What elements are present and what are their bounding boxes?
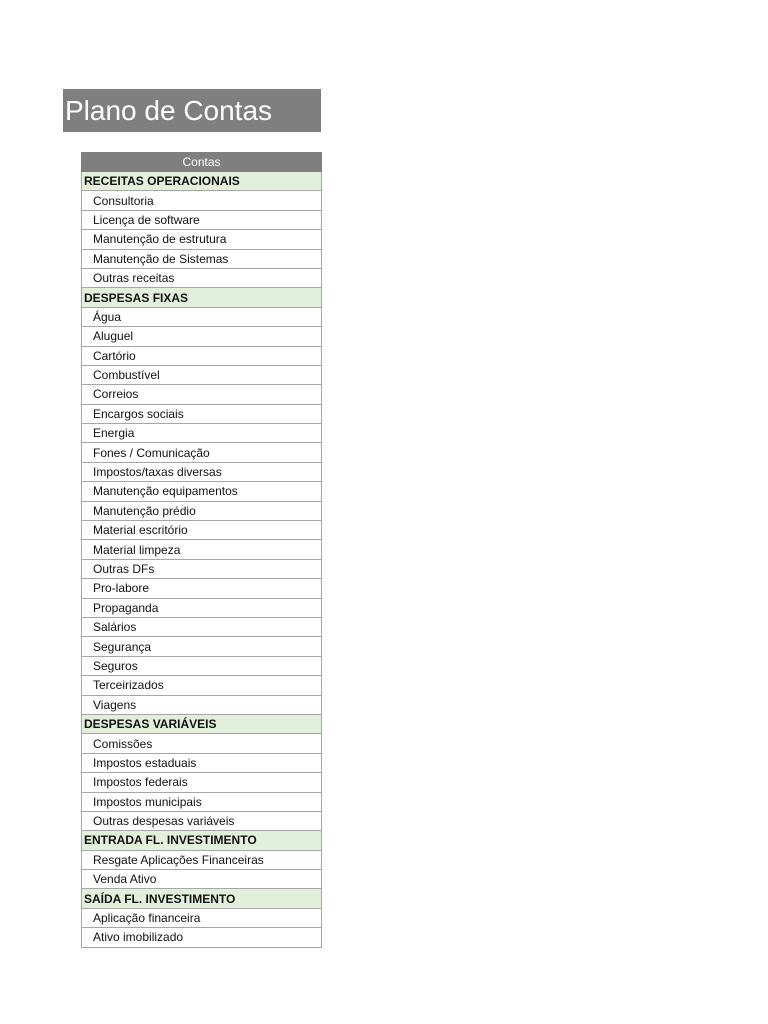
category-row — [82, 714, 322, 733]
account-row — [82, 230, 322, 249]
account-row — [82, 404, 322, 423]
account-label: Venda Ativo — [82, 870, 322, 889]
account-label: Outras DFs — [82, 559, 322, 578]
account-label: Comissões — [82, 734, 322, 753]
account-row — [82, 482, 322, 501]
account-label: Manutenção equipamentos — [82, 482, 322, 501]
category-row — [82, 288, 322, 307]
account-label: Pro-labore — [82, 579, 322, 598]
account-label: Material limpeza — [82, 540, 322, 559]
account-row — [82, 811, 322, 830]
account-row — [82, 540, 322, 559]
account-row — [82, 210, 322, 229]
account-label: Cartório — [82, 346, 322, 365]
account-row — [82, 617, 322, 636]
category-label: ENTRADA FL. INVESTIMENTO — [82, 831, 322, 850]
account-label: Água — [82, 307, 322, 326]
table-header-row — [82, 153, 322, 172]
account-label: Propaganda — [82, 598, 322, 617]
account-row — [82, 327, 322, 346]
account-row — [82, 385, 322, 404]
account-row — [82, 307, 322, 326]
category-label: DESPESAS FIXAS — [82, 288, 322, 307]
account-label: Impostos municipais — [82, 792, 322, 811]
account-row — [82, 928, 322, 947]
account-label: Viagens — [82, 695, 322, 714]
account-row — [82, 870, 322, 889]
account-row — [82, 346, 322, 365]
account-label: Manutenção prédio — [82, 501, 322, 520]
account-label: Outras despesas variáveis — [82, 811, 322, 830]
account-label: Impostos estaduais — [82, 753, 322, 772]
account-row — [82, 443, 322, 462]
accounts-table-body — [82, 172, 322, 948]
account-row — [82, 268, 322, 287]
category-label: RECEITAS OPERACIONAIS — [82, 172, 322, 191]
account-row — [82, 501, 322, 520]
account-row — [82, 365, 322, 384]
account-label: Combustível — [82, 365, 322, 384]
account-label: Impostos/taxas diversas — [82, 462, 322, 481]
category-row — [82, 172, 322, 191]
account-label: Outras receitas — [82, 268, 322, 287]
account-row — [82, 462, 322, 481]
account-row — [82, 579, 322, 598]
account-label: Manutenção de Sistemas — [82, 249, 322, 268]
account-label: Impostos federais — [82, 773, 322, 792]
account-row — [82, 559, 322, 578]
account-row — [82, 753, 322, 772]
account-row — [82, 908, 322, 927]
page-title: Plano de Contas — [63, 89, 321, 132]
column-header-contas: Contas — [82, 153, 322, 172]
account-row — [82, 424, 322, 443]
account-row — [82, 637, 322, 656]
account-label: Aluguel — [82, 327, 322, 346]
account-label: Aplicação financeira — [82, 908, 322, 927]
account-label: Correios — [82, 385, 322, 404]
account-label: Resgate Aplicações Financeiras — [82, 850, 322, 869]
account-row — [82, 734, 322, 753]
account-label: Encargos sociais — [82, 404, 322, 423]
account-row — [82, 850, 322, 869]
account-row — [82, 249, 322, 268]
account-row — [82, 773, 322, 792]
account-label: Ativo imobilizado — [82, 928, 322, 947]
account-row — [82, 598, 322, 617]
category-label: SAÍDA FL. INVESTIMENTO — [82, 889, 322, 908]
category-label: DESPESAS VARIÁVEIS — [82, 714, 322, 733]
account-row — [82, 191, 322, 210]
account-label: Consultoria — [82, 191, 322, 210]
category-row — [82, 831, 322, 850]
account-label: Manutenção de estrutura — [82, 230, 322, 249]
account-label: Terceirizados — [82, 676, 322, 695]
account-label: Energia — [82, 424, 322, 443]
account-row — [82, 676, 322, 695]
account-row — [82, 792, 322, 811]
account-label: Licença de software — [82, 210, 322, 229]
account-row — [82, 656, 322, 675]
account-label: Seguros — [82, 656, 322, 675]
category-row — [82, 889, 322, 908]
account-row — [82, 695, 322, 714]
account-row — [82, 521, 322, 540]
account-label: Fones / Comunicação — [82, 443, 322, 462]
account-label: Salários — [82, 617, 322, 636]
accounts-table — [81, 152, 322, 948]
account-label: Segurança — [82, 637, 322, 656]
account-label: Material escritório — [82, 521, 322, 540]
